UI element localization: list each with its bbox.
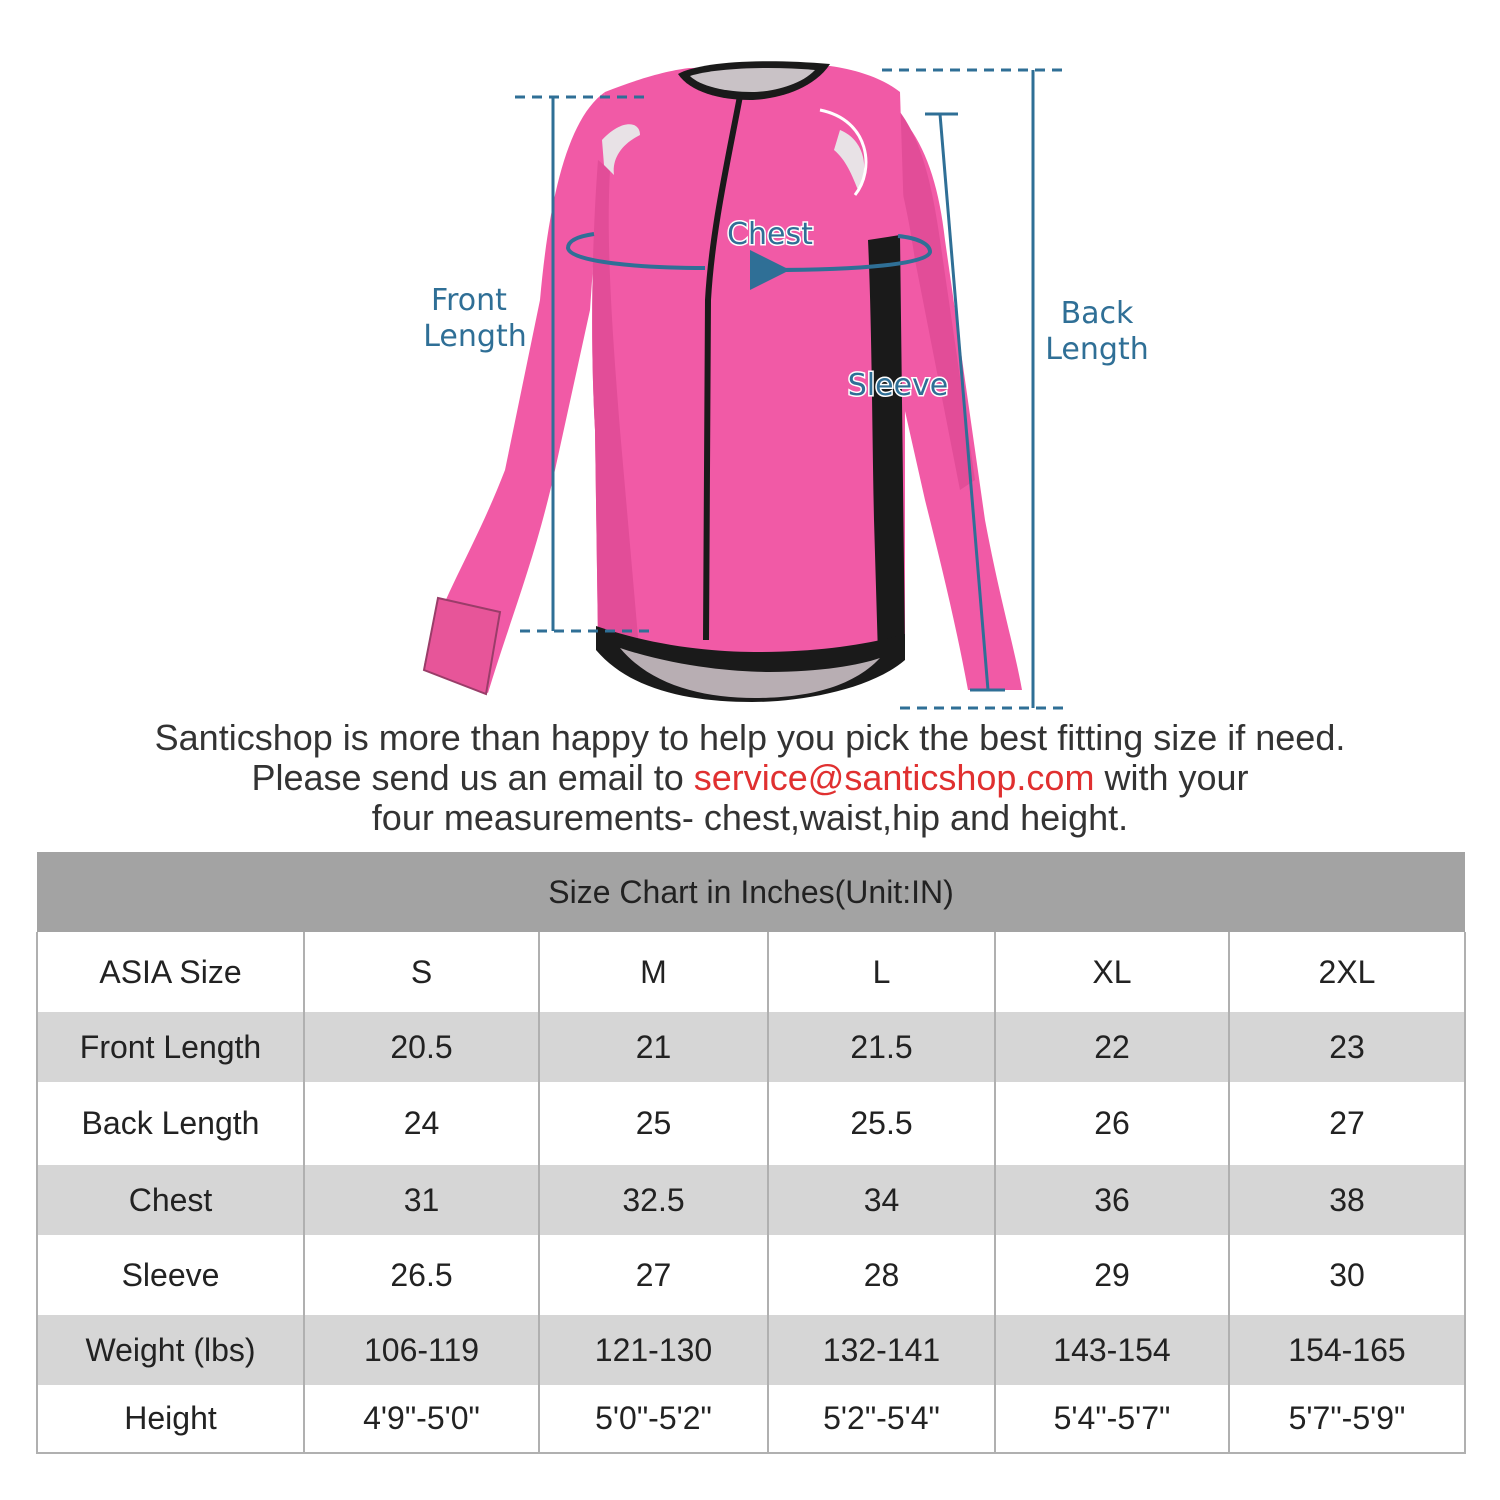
size-chart-title: Size Chart in Inches(Unit:IN) [37, 852, 1465, 932]
table-cell: 27 [539, 1235, 768, 1315]
size-chart-body [37, 932, 1465, 1453]
table-cell: 21.5 [768, 1012, 995, 1082]
size-header-cell: 2XL [1229, 932, 1465, 1012]
back-length-label-line2: Length [1045, 332, 1149, 367]
table-cell: 34 [768, 1165, 995, 1235]
help-note-line3: four measurements- chest,waist,hip and height. [371, 797, 1129, 838]
table-cell: 21 [539, 1012, 768, 1082]
row-label: Chest [37, 1165, 304, 1235]
row-label: Front Length [37, 1012, 304, 1082]
table-cell: 22 [995, 1012, 1229, 1082]
size-header-cell: L [768, 932, 995, 1012]
support-email-link[interactable]: service@santicshop.com [693, 757, 1095, 798]
size-header-row [37, 932, 1465, 1012]
table-row [37, 1165, 1465, 1235]
table-cell: 28 [768, 1235, 995, 1315]
table-cell: 154-165 [1229, 1315, 1465, 1385]
size-chart-title-row [37, 852, 1465, 932]
size-header-cell: S [304, 932, 539, 1012]
help-note [0, 718, 1500, 838]
table-row [37, 1082, 1465, 1165]
table-row [37, 1385, 1465, 1453]
row-label: Back Length [37, 1082, 304, 1165]
table-cell: 4'9"-5'0" [304, 1385, 539, 1453]
table-cell: 132-141 [768, 1315, 995, 1385]
left-cuff [424, 598, 500, 694]
table-cell: 20.5 [304, 1012, 539, 1082]
table-cell: 143-154 [995, 1315, 1229, 1385]
table-cell: 36 [995, 1165, 1229, 1235]
table-cell: 5'7"-5'9" [1229, 1385, 1465, 1453]
table-cell: 25 [539, 1082, 768, 1165]
table-cell: 5'2"-5'4" [768, 1385, 995, 1453]
size-header-cell: XL [995, 932, 1229, 1012]
table-cell: 30 [1229, 1235, 1465, 1315]
row-label: Weight (lbs) [37, 1315, 304, 1385]
size-header-label: ASIA Size [37, 932, 304, 1012]
table-row [37, 1012, 1465, 1082]
table-row [37, 1315, 1465, 1385]
table-cell: 121-130 [539, 1315, 768, 1385]
table-cell: 25.5 [768, 1082, 995, 1165]
table-cell: 23 [1229, 1012, 1465, 1082]
table-cell: 31 [304, 1165, 539, 1235]
size-header-cell: M [539, 932, 768, 1012]
table-cell: 29 [995, 1235, 1229, 1315]
table-cell: 5'4"-5'7" [995, 1385, 1229, 1453]
help-note-line1: Santicshop is more than happy to help you pick the best fitting size if need. [154, 717, 1346, 758]
row-label: Height [37, 1385, 304, 1453]
table-cell: 38 [1229, 1165, 1465, 1235]
table-cell: 106-119 [304, 1315, 539, 1385]
table-cell: 27 [1229, 1082, 1465, 1165]
table-cell: 32.5 [539, 1165, 768, 1235]
help-note-line2 [0, 758, 1500, 798]
jersey-measurement-figure [0, 0, 1500, 720]
row-label: Sleeve [37, 1235, 304, 1315]
table-cell: 5'0"-5'2" [539, 1385, 768, 1453]
chest-label: Chest [727, 217, 813, 252]
front-length-label-line1: Front [431, 283, 507, 318]
table-cell: 24 [304, 1082, 539, 1165]
help-note-line2-before: Please send us an email to [251, 757, 694, 798]
back-length-label-line1: Back [1060, 296, 1134, 331]
table-row [37, 1235, 1465, 1315]
table-cell: 26.5 [304, 1235, 539, 1315]
help-note-line2-after: with your [1094, 757, 1249, 798]
front-length-label-line2: Length [423, 319, 527, 354]
size-chart-table [36, 852, 1466, 1454]
sleeve-label: Sleeve [847, 368, 949, 403]
table-cell: 26 [995, 1082, 1229, 1165]
